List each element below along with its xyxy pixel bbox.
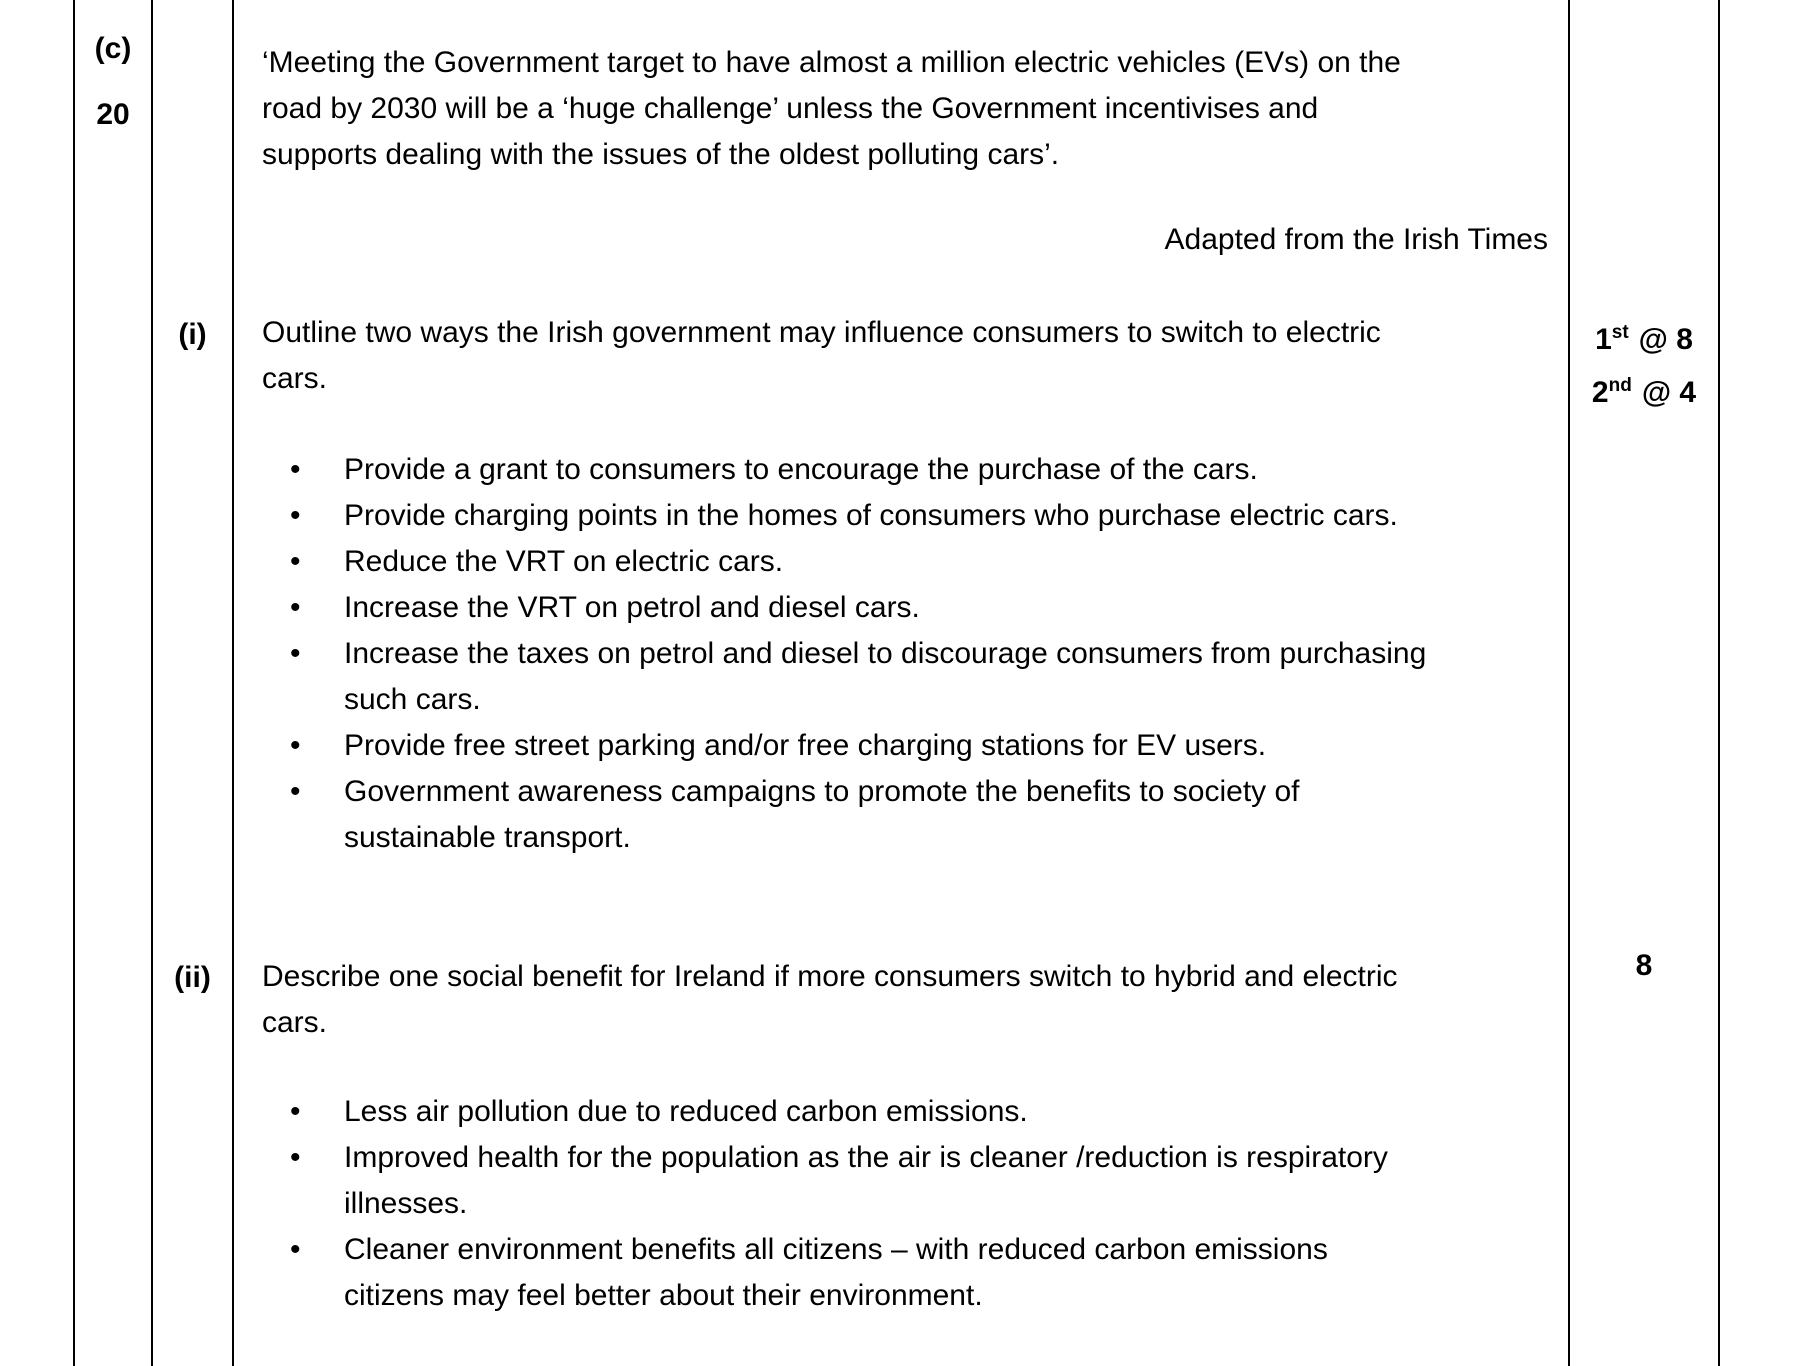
- list-item-line: such cars.: [344, 683, 481, 716]
- marks-value: @ 8: [1638, 323, 1693, 356]
- list-item: [262, 769, 1426, 861]
- part-i-label: (i): [178, 318, 207, 351]
- part-i-marks: [1570, 310, 1718, 416]
- question-line: Describe one social benefit for Ireland if more consumers switch to hybrid and electric: [262, 960, 1398, 993]
- part-ii-answer-list: [262, 1089, 1388, 1319]
- list-item-line: • Less air pollution due to reduced carbon emissions.: [344, 1095, 1028, 1128]
- list-item-line: sustainable transport.: [344, 821, 631, 854]
- list-item-line: • Increase the taxes on petrol and diesel to discourage consumers from purchasing: [344, 637, 1427, 670]
- marks-ordinal-number: 1: [1595, 323, 1612, 356]
- list-item: [262, 493, 1426, 539]
- quote-line: road by 2030 will be a ‘huge challenge’ unless the Government incentivises and: [262, 92, 1319, 125]
- marks-ordinal-number: 2: [1591, 376, 1609, 409]
- list-item-line: • Provide free street parking and/or free charging stations for EV users.: [344, 729, 1267, 762]
- marks-value: @ 4: [1641, 376, 1697, 409]
- list-item: [262, 447, 1426, 493]
- quote-line: supports dealing with the issues of the oldest polluting cars’.: [262, 138, 1060, 171]
- marks-line-second: [1570, 363, 1718, 416]
- list-item-line: • Cleaner environment benefits all citizens – with reduced carbon emissions: [344, 1233, 1328, 1266]
- list-item-line: • Government awareness campaigns to promote the benefits to society of: [344, 775, 1300, 808]
- list-item: [262, 723, 1426, 769]
- question-total-marks: 20: [96, 98, 130, 131]
- list-item-line: • Provide a grant to consumers to encourage the purchase of the cars.: [344, 453, 1258, 486]
- marks-line-first: [1570, 310, 1718, 363]
- list-item: [262, 1135, 1388, 1227]
- list-item: [262, 1227, 1388, 1319]
- part-ii-question: [262, 954, 1398, 1046]
- question-label: (c): [94, 32, 132, 65]
- list-item-line: • Increase the VRT on petrol and diesel cars.: [344, 591, 920, 624]
- quote-line: ‘Meeting the Government target to have almost a million electric vehicles (EVs) on the: [262, 46, 1401, 79]
- content-column: [232, 0, 1568, 1366]
- question-line: cars.: [262, 362, 328, 395]
- list-item: [262, 539, 1426, 585]
- part-label-column: [151, 0, 232, 1366]
- stimulus-quote: [262, 40, 1401, 178]
- list-item: [262, 585, 1426, 631]
- marks-ordinal-suffix: st: [1611, 322, 1629, 343]
- question-line: cars.: [262, 1006, 328, 1039]
- question-line: Outline two ways the Irish government may influence consumers to switch to electric: [262, 316, 1381, 349]
- part-i-question: [262, 310, 1381, 402]
- list-item: [262, 1089, 1388, 1135]
- part-ii-marks: 8: [1635, 949, 1653, 982]
- part-ii-label: (ii): [174, 961, 211, 994]
- list-item-line: illnesses.: [344, 1187, 468, 1220]
- list-item: [262, 631, 1426, 723]
- part-i-answer-list: [262, 447, 1426, 861]
- marks-ordinal-suffix: nd: [1608, 375, 1632, 396]
- marking-scheme-table: [73, 0, 1720, 1366]
- list-item-line: • Reduce the VRT on electric cars.: [344, 545, 784, 578]
- list-item-line: citizens may feel better about their environment.: [344, 1279, 983, 1312]
- marks-column: [1568, 0, 1720, 1366]
- list-item-line: • Improved health for the population as the air is cleaner /reduction is respiratory: [344, 1141, 1388, 1174]
- list-item-line: • Provide charging points in the homes of consumers who purchase electric cars.: [344, 499, 1398, 532]
- question-label-column: [73, 0, 151, 1366]
- quote-attribution: Adapted from the Irish Times: [1164, 223, 1548, 256]
